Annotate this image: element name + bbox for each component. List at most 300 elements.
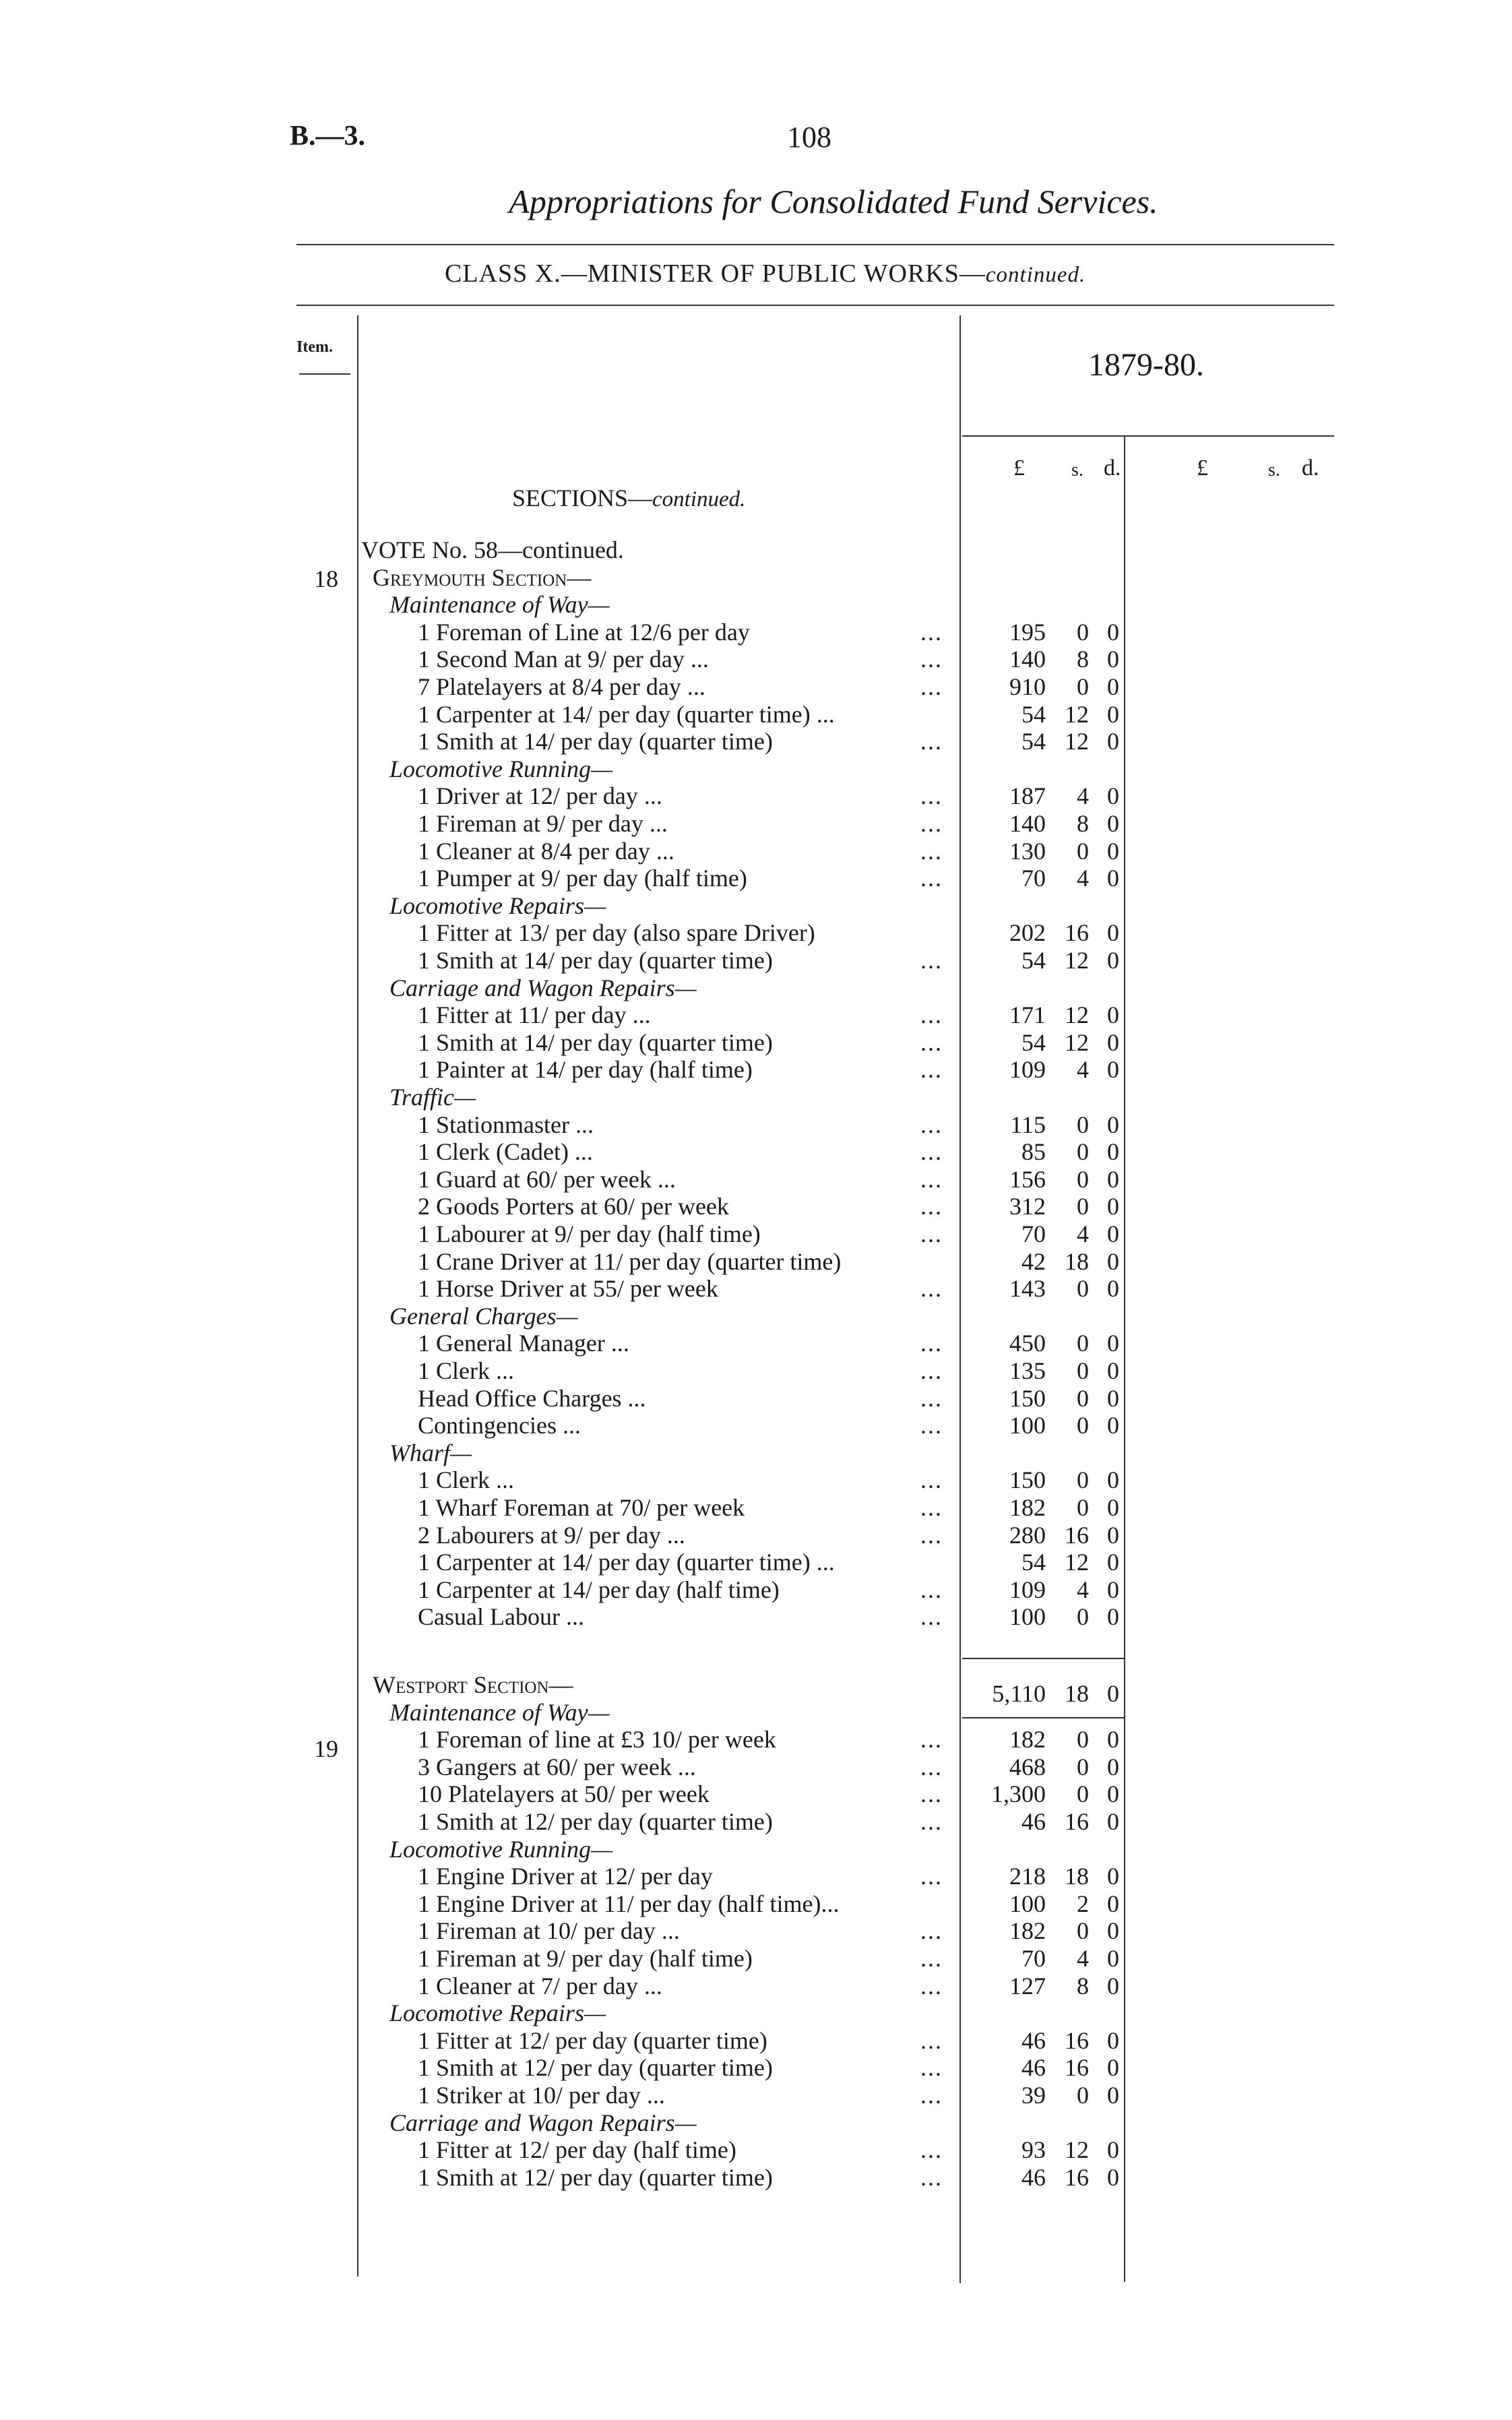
leader-dots: ... (920, 1166, 943, 1193)
row-label: 1 Fitter at 13/ per day (also spare Driver) (418, 919, 815, 946)
amount-shillings: 4 (1077, 1576, 1089, 1603)
leader-dots: ... (920, 838, 943, 865)
amount-pounds: 182 (1009, 1917, 1046, 1944)
amount-pence: 0 (1107, 2164, 1119, 2191)
leader-dots: ... (920, 1726, 943, 1753)
row-label: 1 Crane Driver at 11/ per day (quarter time) (418, 1248, 842, 1275)
table-row (0, 646, 1512, 673)
section-heading-row (0, 974, 1512, 1001)
amount-shillings: 0 (1077, 1603, 1089, 1630)
leader-dots: ... (920, 1138, 943, 1165)
table-row (0, 865, 1512, 892)
section-heading-row (0, 536, 1512, 563)
row-label: 1 Fitter at 11/ per day ... (418, 1001, 651, 1028)
table-row (0, 1917, 1512, 1944)
amount-pence: 0 (1107, 1603, 1119, 1630)
row-label: 1 Carpenter at 14/ per day (half time) (418, 1576, 780, 1603)
table-row (0, 1466, 1512, 1493)
table-row (0, 619, 1512, 646)
subtotal-rule-top (962, 1658, 1124, 1659)
section-heading-row (0, 1999, 1512, 2026)
leader-dots: ... (920, 1917, 943, 1944)
pence-header-2: d. (1302, 456, 1319, 480)
table-row (0, 838, 1512, 865)
table-row (0, 1945, 1512, 1972)
leader-dots: ... (920, 646, 943, 673)
class-heading-continued: continued. (985, 263, 1086, 287)
amount-pence: 0 (1107, 838, 1119, 865)
leader-dots: ... (920, 1220, 943, 1247)
amount-pence: 0 (1107, 1973, 1119, 1999)
amount-pence: 0 (1107, 1522, 1119, 1549)
amount-pence: 0 (1107, 2027, 1119, 2054)
amount-pence: 0 (1107, 1330, 1119, 1357)
row-label: 1 Clerk ... (418, 1466, 514, 1493)
section-heading-row (0, 1836, 1512, 1863)
amount-pounds: 46 (1021, 2027, 1046, 2054)
leader-dots: ... (920, 1863, 943, 1890)
amount-pence: 0 (1107, 1138, 1119, 1165)
row-label: 1 Smith at 14/ per day (quarter time) (418, 947, 773, 974)
amount-pounds: 70 (1021, 1220, 1046, 1247)
section-heading-row (0, 892, 1512, 919)
amount-pounds: 46 (1021, 2054, 1046, 2081)
amount-pence: 0 (1107, 1780, 1119, 1807)
amount-pounds: 195 (1009, 619, 1046, 646)
amount-pounds: 280 (1009, 1522, 1046, 1549)
table-row (0, 728, 1512, 755)
amount-pence: 0 (1107, 1466, 1119, 1493)
amount-pounds: 109 (1009, 1576, 1046, 1603)
amount-pounds: 39 (1021, 2082, 1046, 2109)
amount-pence: 0 (1107, 1412, 1119, 1439)
row-label: 10 Platelayers at 50/ per week (418, 1780, 710, 1807)
table-row (0, 1029, 1512, 1056)
table-row (0, 2027, 1512, 2054)
row-label: 1 Guard at 60/ per week ... (418, 1166, 676, 1193)
amount-shillings: 18 (1065, 1863, 1089, 1890)
amount-pounds: 156 (1009, 1166, 1046, 1193)
item-number-18: 18 (314, 565, 338, 592)
table-row (0, 1549, 1512, 1576)
amount-pounds: 182 (1009, 1726, 1046, 1753)
table-row (0, 1863, 1512, 1890)
amount-shillings: 16 (1065, 1808, 1089, 1835)
table-row (0, 1726, 1512, 1753)
table-row (0, 810, 1512, 837)
row-label: Locomotive Running— (389, 755, 612, 782)
table-row (0, 2054, 1512, 2081)
title-rule (296, 244, 1334, 245)
table-row (0, 1275, 1512, 1302)
amount-shillings: 0 (1077, 1330, 1089, 1357)
amount-pence: 0 (1107, 2082, 1119, 2109)
amount-pence: 0 (1107, 1275, 1119, 1302)
leader-dots: ... (920, 1808, 943, 1835)
table-row (0, 2164, 1512, 2191)
amount-pounds: 127 (1009, 1973, 1046, 1999)
pounds-header: £ (1013, 456, 1025, 480)
amount-pounds: 70 (1021, 865, 1046, 892)
row-label: 1 Foreman of line at £3 10/ per week (418, 1726, 776, 1753)
amount-pence: 0 (1107, 673, 1119, 700)
table-row (0, 782, 1512, 809)
row-label: Locomotive Repairs— (389, 1999, 606, 2026)
table-row (0, 1780, 1512, 1807)
amount-pence: 0 (1107, 1754, 1119, 1780)
amount-pence: 0 (1107, 1357, 1119, 1384)
section-heading-row (0, 564, 1512, 591)
row-label: Locomotive Repairs— (389, 892, 606, 919)
leader-dots: ... (920, 1193, 943, 1220)
amount-pounds: 140 (1009, 646, 1046, 673)
leader-dots: ... (920, 1780, 943, 1807)
table-row (0, 1056, 1512, 1083)
row-label: 1 Carpenter at 14/ per day (quarter time) ... (418, 1549, 835, 1576)
table-row (0, 1494, 1512, 1521)
table-row (0, 1111, 1512, 1138)
amount-shillings: 4 (1077, 1056, 1089, 1083)
row-label: Maintenance of Way— (389, 1699, 610, 1726)
amount-shillings: 4 (1077, 1945, 1089, 1972)
amount-pounds: 54 (1021, 728, 1046, 755)
row-label: 1 Driver at 12/ per day ... (418, 782, 662, 809)
amount-shillings: 8 (1077, 1973, 1089, 1999)
amount-shillings: 4 (1077, 1220, 1089, 1247)
amount-pounds: 46 (1021, 2164, 1046, 2191)
amount-shillings: 0 (1077, 1466, 1089, 1493)
table-row (0, 1248, 1512, 1275)
leader-dots: ... (920, 1056, 943, 1083)
amount-shillings: 0 (1077, 1193, 1089, 1220)
pounds-header-2: £ (1197, 456, 1208, 480)
row-label: 1 Painter at 14/ per day (half time) (418, 1056, 753, 1083)
row-label: 1 Fireman at 9/ per day (half time) (418, 1945, 753, 1972)
amount-pounds: 312 (1009, 1193, 1046, 1220)
leader-dots: ... (920, 1603, 943, 1630)
amount-pence: 0 (1107, 1029, 1119, 1056)
shillings-header-2: s. (1268, 460, 1280, 480)
amount-pounds: 450 (1009, 1330, 1046, 1357)
table-row (0, 1808, 1512, 1835)
amount-shillings: 0 (1077, 619, 1089, 646)
amount-pounds: 130 (1009, 838, 1046, 865)
row-label: 1 Fitter at 12/ per day (quarter time) (418, 2027, 767, 2054)
page-title: Appropriations for Consolidated Fund Services. (509, 183, 1158, 220)
document-reference: B.—3. (290, 121, 366, 152)
amount-shillings: 8 (1077, 810, 1089, 837)
section-heading-row (0, 591, 1512, 618)
row-label: Contingencies ... (418, 1412, 581, 1439)
amount-shillings: 12 (1065, 701, 1089, 728)
table-row (0, 1138, 1512, 1165)
amount-pence: 0 (1107, 1945, 1119, 1972)
amount-pence: 0 (1107, 1890, 1119, 1917)
leader-dots: ... (920, 1576, 943, 1603)
row-label: Maintenance of Way— (389, 591, 610, 618)
class-heading-main: CLASS X.—MINISTER OF PUBLIC WORKS— (445, 259, 986, 288)
amount-pounds: 182 (1009, 1494, 1046, 1521)
row-label: Westport Section— (373, 1671, 573, 1698)
leader-dots: ... (920, 1754, 943, 1780)
amount-shillings: 2 (1077, 1890, 1089, 1917)
amount-shillings: 16 (1065, 2027, 1089, 2054)
amount-shillings: 0 (1077, 1111, 1089, 1138)
amount-pounds: 140 (1009, 810, 1046, 837)
row-label: 1 Cleaner at 7/ per day ... (418, 1973, 662, 1999)
pence-header: d. (1104, 456, 1121, 480)
year-header: 1879-80. (1088, 347, 1204, 383)
row-label: 1 Fitter at 12/ per day (half time) (418, 2136, 736, 2163)
table-row (0, 947, 1512, 974)
amount-pounds: 54 (1021, 1549, 1046, 1576)
amount-pence: 0 (1107, 919, 1119, 946)
row-label: 2 Goods Porters at 60/ per week (418, 1193, 729, 1220)
amount-pence: 0 (1107, 728, 1119, 755)
amount-shillings: 16 (1065, 2054, 1089, 2081)
amount-pounds: 171 (1009, 1001, 1046, 1028)
amount-shillings: 16 (1065, 1522, 1089, 1549)
table-row (0, 1576, 1512, 1603)
amount-pence: 0 (1107, 619, 1119, 646)
amount-pence: 0 (1107, 1576, 1119, 1603)
row-label: 1 Clerk ... (418, 1357, 514, 1384)
subtotal-rule-bottom (962, 1717, 1124, 1718)
page-number: 108 (787, 121, 831, 154)
amount-pounds: 910 (1009, 673, 1046, 700)
amount-shillings: 0 (1077, 1385, 1089, 1412)
amount-shillings: 0 (1077, 1138, 1089, 1165)
amount-shillings: 0 (1077, 1275, 1089, 1302)
row-label: 1 Carpenter at 14/ per day (quarter time) ... (418, 701, 835, 728)
leader-dots: ... (920, 619, 943, 646)
table-row (0, 1412, 1512, 1439)
amount-pence: 0 (1107, 810, 1119, 837)
amount-shillings: 0 (1077, 1780, 1089, 1807)
amount-pence: 0 (1107, 1056, 1119, 1083)
amount-pence: 0 (1107, 1808, 1119, 1835)
leader-dots: ... (920, 865, 943, 892)
row-label: 1 Engine Driver at 11/ per day (half time)... (418, 1890, 840, 1917)
amount-pounds: 468 (1009, 1754, 1046, 1780)
amount-pence: 0 (1107, 1385, 1119, 1412)
row-label: 1 Striker at 10/ per day ... (418, 2082, 665, 2109)
leader-dots: ... (920, 1111, 943, 1138)
row-label: 1 Clerk (Cadet) ... (418, 1138, 593, 1165)
year-rule (962, 435, 1334, 437)
amount-shillings: 0 (1077, 1726, 1089, 1753)
amount-pence: 0 (1107, 1220, 1119, 1247)
amount-shillings: 16 (1065, 2164, 1089, 2191)
leader-dots: ... (920, 1357, 943, 1384)
sections-heading (512, 484, 745, 512)
leader-dots: ... (920, 2027, 943, 2054)
table-row (0, 1001, 1512, 1028)
amount-pence: 0 (1107, 782, 1119, 809)
row-label: 3 Gangers at 60/ per week ... (418, 1754, 696, 1780)
amount-pounds: 70 (1021, 1945, 1046, 1972)
row-label: Greymouth Section— (373, 564, 592, 591)
table-row (0, 1890, 1512, 1917)
amount-pence: 0 (1107, 1917, 1119, 1944)
amount-pounds: 109 (1009, 1056, 1046, 1083)
table-row (0, 1166, 1512, 1193)
class-heading (445, 259, 1085, 288)
amount-pounds: 143 (1009, 1275, 1046, 1302)
subtotal-shillings: 18 (1065, 1680, 1089, 1707)
amount-pounds: 46 (1021, 1808, 1046, 1835)
leader-dots: ... (920, 1412, 943, 1439)
amount-shillings: 4 (1077, 865, 1089, 892)
section-heading-row (0, 1671, 1512, 1698)
amount-pence: 0 (1107, 2054, 1119, 2081)
row-label: 1 Fireman at 9/ per day ... (418, 810, 668, 837)
leader-dots: ... (920, 782, 943, 809)
amount-pounds: 135 (1009, 1357, 1046, 1384)
leader-dots: ... (920, 2136, 943, 2163)
table-row (0, 2136, 1512, 2163)
item-column-header: Item. (296, 338, 333, 356)
amount-shillings: 0 (1077, 1166, 1089, 1193)
amount-pounds: 202 (1009, 919, 1046, 946)
leader-dots: ... (920, 1522, 943, 1549)
amount-shillings: 12 (1065, 728, 1089, 755)
amount-pence: 0 (1107, 646, 1119, 673)
subtotal-pounds: 5,110 (992, 1680, 1046, 1707)
subtotal-pence: 0 (1107, 1680, 1119, 1707)
shillings-header: s. (1071, 460, 1083, 480)
table-row (0, 1385, 1512, 1412)
amount-shillings: 0 (1077, 1754, 1089, 1780)
amount-pounds: 93 (1021, 2136, 1046, 2163)
row-label: 1 Horse Driver at 55/ per week (418, 1275, 718, 1302)
amount-pence: 0 (1107, 1001, 1119, 1028)
amount-pounds: 218 (1009, 1863, 1046, 1890)
amount-shillings: 4 (1077, 782, 1089, 809)
section-heading-row (0, 1084, 1512, 1111)
section-heading-row (0, 2109, 1512, 2136)
leader-dots: ... (920, 1973, 943, 1999)
row-label: Casual Labour ... (418, 1603, 584, 1630)
row-label: 1 Cleaner at 8/4 per day ... (418, 838, 674, 865)
row-label: 1 Wharf Foreman at 70/ per week (418, 1494, 745, 1521)
row-label: 1 Stationmaster ... (418, 1111, 594, 1138)
row-label: 2 Labourers at 9/ per day ... (418, 1522, 685, 1549)
leader-dots: ... (920, 1466, 943, 1493)
item-number-19: 19 (314, 1735, 338, 1762)
amount-shillings: 12 (1065, 2136, 1089, 2163)
amount-pence: 0 (1107, 1166, 1119, 1193)
amount-shillings: 0 (1077, 1412, 1089, 1439)
row-label: 1 Smith at 14/ per day (quarter time) (418, 1029, 773, 1056)
amount-pence: 0 (1107, 1494, 1119, 1521)
row-label: 1 Smith at 12/ per day (quarter time) (418, 2054, 773, 2081)
amount-shillings: 0 (1077, 1357, 1089, 1384)
amount-pounds: 100 (1009, 1603, 1046, 1630)
amount-pence: 0 (1107, 1726, 1119, 1753)
sections-heading-main: SECTIONS— (512, 485, 653, 511)
amount-pounds: 187 (1009, 782, 1046, 809)
leader-dots: ... (920, 1029, 943, 1056)
leader-dots: ... (920, 1945, 943, 1972)
leader-dots: ... (920, 1330, 943, 1357)
amount-pounds: 150 (1009, 1385, 1046, 1412)
leader-dots: ... (920, 1001, 943, 1028)
leader-dots: ... (920, 2054, 943, 2081)
row-label: Wharf— (389, 1439, 472, 1466)
row-label: 1 Smith at 12/ per day (quarter time) (418, 2164, 773, 2191)
row-label: VOTE No. 58—continued. (361, 536, 624, 563)
table-row (0, 1754, 1512, 1780)
sections-heading-continued: continued. (652, 487, 746, 511)
amount-pounds: 54 (1021, 1029, 1046, 1056)
leader-dots: ... (920, 728, 943, 755)
amount-pounds: 115 (1010, 1111, 1046, 1138)
amount-pounds: 150 (1009, 1466, 1046, 1493)
amount-pounds: 1,300 (991, 1780, 1046, 1807)
amount-shillings: 0 (1077, 838, 1089, 865)
amount-shillings: 0 (1077, 2082, 1089, 2109)
leader-dots: ... (920, 2164, 943, 2191)
amount-pence: 0 (1107, 2136, 1119, 2163)
section-heading-row (0, 1439, 1512, 1466)
row-label: 1 Pumper at 9/ per day (half time) (418, 865, 747, 892)
row-label: Traffic— (389, 1084, 476, 1111)
item-header-rule (299, 373, 350, 375)
table-row (0, 701, 1512, 728)
amount-pence: 0 (1107, 1863, 1119, 1890)
table-row (0, 1330, 1512, 1357)
leader-dots: ... (920, 1275, 943, 1302)
leader-dots: ... (920, 810, 943, 837)
amount-shillings: 0 (1077, 673, 1089, 700)
row-label: 1 Smith at 14/ per day (quarter time) (418, 728, 773, 755)
leader-dots: ... (920, 947, 943, 974)
amount-pounds: 54 (1021, 947, 1046, 974)
amount-pounds: 100 (1009, 1890, 1046, 1917)
amount-shillings: 12 (1065, 1001, 1089, 1028)
row-label: Head Office Charges ... (418, 1385, 646, 1412)
section-heading-row (0, 1303, 1512, 1330)
row-label: 1 Foreman of Line at 12/6 per day (418, 619, 750, 646)
amount-pence: 0 (1107, 701, 1119, 728)
amount-pence: 0 (1107, 947, 1119, 974)
table-row (0, 2082, 1512, 2109)
leader-dots: ... (920, 1494, 943, 1521)
amount-shillings: 0 (1077, 1494, 1089, 1521)
amount-pounds: 85 (1021, 1138, 1046, 1165)
row-label: Carriage and Wagon Repairs— (389, 2109, 697, 2136)
amount-shillings: 16 (1065, 919, 1089, 946)
amount-shillings: 12 (1065, 947, 1089, 974)
leader-dots: ... (920, 2082, 943, 2109)
amount-pence: 0 (1107, 865, 1119, 892)
table-row (0, 919, 1512, 946)
amount-shillings: 18 (1065, 1248, 1089, 1275)
row-label: Carriage and Wagon Repairs— (389, 974, 697, 1001)
row-label: 1 Labourer at 9/ per day (half time) (418, 1220, 761, 1247)
table-row (0, 673, 1512, 700)
amount-shillings: 12 (1065, 1029, 1089, 1056)
class-rule (296, 305, 1334, 306)
table-row (0, 1973, 1512, 1999)
leader-dots: ... (920, 1385, 943, 1412)
amount-shillings: 8 (1077, 646, 1089, 673)
amount-pence: 0 (1107, 1111, 1119, 1138)
section-heading-row (0, 1699, 1512, 1726)
row-label: General Charges— (389, 1303, 578, 1330)
leader-dots: ... (920, 673, 943, 700)
